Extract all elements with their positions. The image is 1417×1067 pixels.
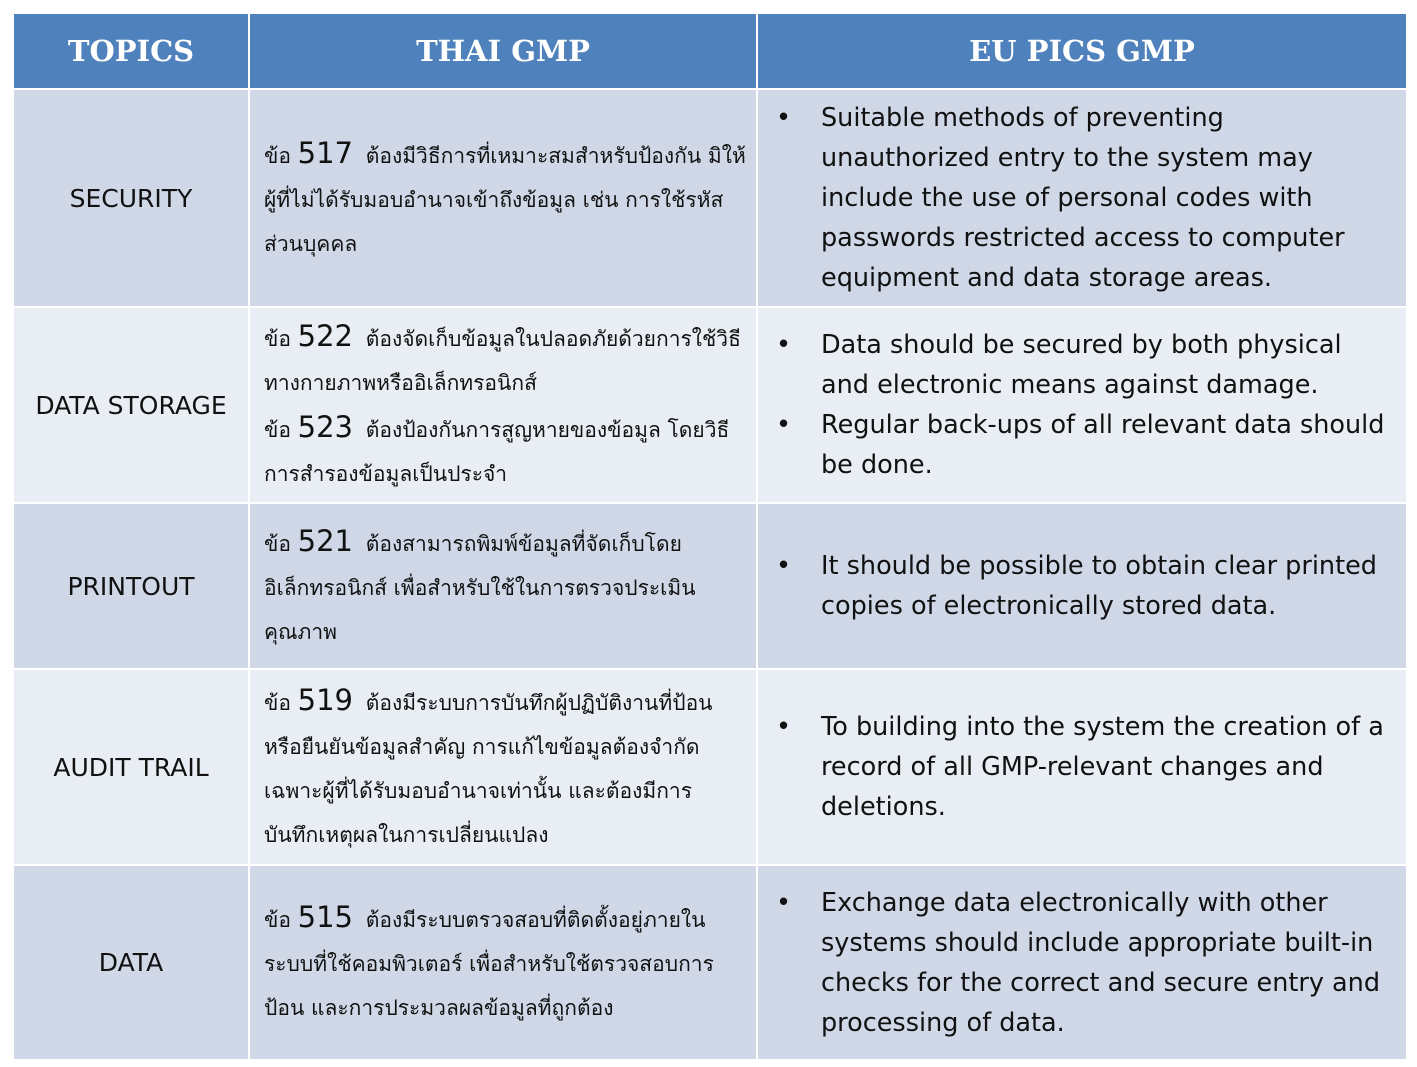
clause-number: 522 [297, 319, 354, 353]
table-row-security [13, 89, 1407, 307]
header-eu-pics-gmp: EU PICS GMP [757, 13, 1407, 89]
clause-number: 517 [297, 135, 354, 170]
clause-prefix: ข้อ [264, 327, 291, 351]
eu-bullet-list [772, 325, 1392, 485]
topic-cell: DATA [13, 865, 249, 1060]
thai-clause [264, 895, 746, 1030]
eu-bullet-text: It should be possible to obtain clear printed copies of electronically stored data. [821, 551, 1377, 621]
bullet-icon: • [776, 712, 792, 742]
topic-cell: DATA STORAGE [13, 307, 249, 503]
clause-text: ต้องมีระบบตรวจสอบที่ติดตั้งอยู่ภายในระบบที่ใช้คอมพิวเตอร์ เพื่อสำหรับใช้ตรวจสอบการป้อน และการประมวลผลข้อมูลที่ถูกต้อง [264, 908, 714, 1020]
eu-bullet-item [772, 325, 1392, 405]
clause-text: ต้องจัดเก็บข้อมูลในปลอดภัยด้วยการใช้วิธีทางกายภาพหรืออิเล็กทรอนิกส์ [264, 327, 741, 395]
eu-bullet-list [772, 546, 1392, 626]
bullet-icon: • [776, 330, 792, 360]
eu-bullet-item [772, 98, 1392, 298]
bullet-icon: • [776, 410, 792, 440]
eu-bullet-item [772, 883, 1392, 1043]
clause-prefix: ข้อ [264, 531, 291, 556]
clause-number: 515 [297, 900, 354, 934]
clause-text: ต้องมีวิธีการที่เหมาะสมสำหรับป้องกัน มิให้ผู้ที่ไม่ได้รับมอบอำนาจเข้าถึงข้อมูล เช่น การใช้รหัสส่วนบุคคล [264, 143, 746, 256]
thai-clause [264, 314, 746, 405]
gmp-comparison-table [12, 12, 1408, 1061]
thai-gmp-cell [249, 669, 757, 865]
eu-bullet-list [772, 883, 1392, 1043]
topic-cell: PRINTOUT [13, 503, 249, 669]
clause-prefix: ข้อ [264, 690, 291, 715]
clause-prefix: ข้อ [264, 143, 291, 168]
thai-clause [264, 131, 746, 266]
eu-bullet-list [772, 98, 1392, 298]
eu-bullet-text: Suitable methods of preventing unauthorized entry to the system may include the use of personal codes with passwords restricted access to computer equipment and data storage areas. [821, 103, 1345, 293]
eu-bullet-item [772, 405, 1392, 485]
clause-text: ต้องมีระบบการบันทึกผู้ปฏิบัติงานที่ป้อนหรือยืนยันข้อมูลสำคัญ การแก้ไขข้อมูลต้องจำกัดเฉพาะผู้ที่ได้รับมอบอำนาจเท่านั้น และต้องมีการบันทึกเหตุผลในการเปลี่ยนแปลง [264, 690, 713, 847]
eu-pics-gmp-cell [757, 307, 1407, 503]
clause-text: ต้องสามารถพิมพ์ข้อมูลที่จัดเก็บโดยอิเล็กทรอนิกส์ เพื่อสำหรับใช้ในการตรวจประเมินคุณภาพ [264, 531, 696, 644]
header-topics: TOPICS [13, 13, 249, 89]
header-thai-gmp: THAI GMP [249, 13, 757, 89]
bullet-icon: • [776, 887, 792, 918]
clause-prefix: ข้อ [264, 418, 291, 442]
thai-gmp-cell [249, 503, 757, 669]
thai-gmp-cell [249, 307, 757, 503]
table-body [13, 89, 1407, 1060]
eu-bullet-text: To building into the system the creation of a record of all GMP-relevant changes and deletions. [821, 712, 1384, 822]
eu-pics-gmp-cell [757, 503, 1407, 669]
eu-bullet-text: Data should be secured by both physical and electronic means against damage. [821, 330, 1342, 400]
table-row-audit-trail [13, 669, 1407, 865]
clause-number: 523 [297, 410, 354, 444]
clause-number: 519 [297, 682, 354, 717]
eu-pics-gmp-cell [757, 669, 1407, 865]
thai-clause [264, 519, 746, 654]
thai-clause [264, 405, 746, 496]
eu-bullet-item [772, 546, 1392, 626]
topic-cell: SECURITY [13, 89, 249, 307]
bullet-icon: • [776, 103, 792, 133]
thai-gmp-cell [249, 865, 757, 1060]
bullet-icon: • [776, 551, 792, 581]
clause-prefix: ข้อ [264, 908, 291, 932]
table-row-printout [13, 503, 1407, 669]
clause-number: 521 [297, 523, 354, 558]
eu-bullet-text: Exchange data electronically with other systems should include appropriate built-in checks for the correct and secure entry and processing of data. [821, 887, 1381, 1038]
eu-pics-gmp-cell [757, 89, 1407, 307]
table-header [13, 13, 1407, 89]
eu-bullet-text: Regular back-ups of all relevant data should be done. [821, 410, 1385, 480]
table-row-data [13, 865, 1407, 1060]
eu-bullet-item [772, 707, 1392, 827]
topic-cell: AUDIT TRAIL [13, 669, 249, 865]
clause-text: ต้องป้องกันการสูญหายของข้อมูล โดยวิธีการสำรองข้อมูลเป็นประจำ [264, 418, 730, 486]
table-row-data-storage [13, 307, 1407, 503]
eu-bullet-list [772, 707, 1392, 827]
thai-gmp-cell [249, 89, 757, 307]
thai-clause [264, 678, 746, 857]
eu-pics-gmp-cell [757, 865, 1407, 1060]
header-row [13, 13, 1407, 89]
